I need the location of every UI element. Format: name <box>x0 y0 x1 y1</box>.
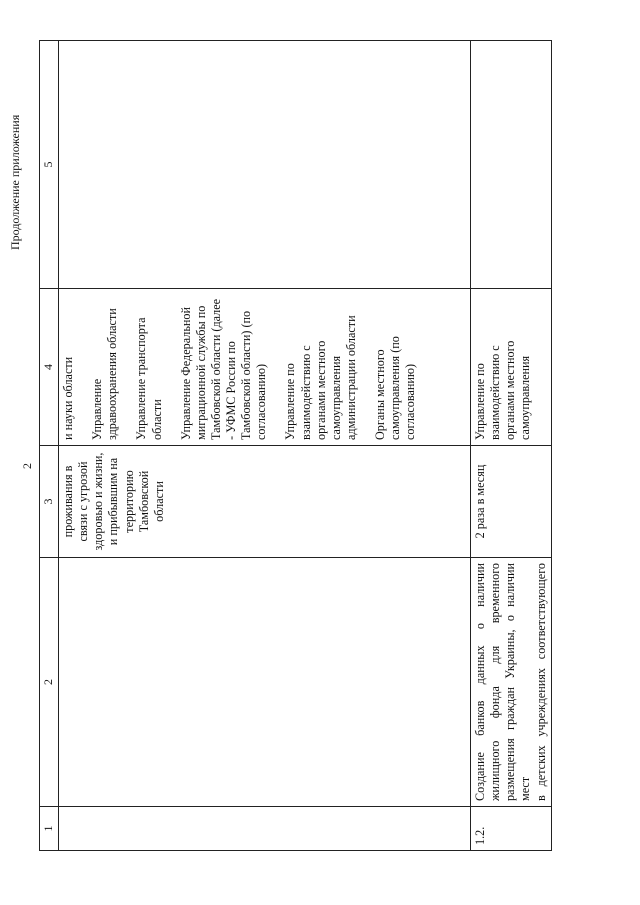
cell-description <box>59 558 471 807</box>
description-line: жилищного фонда для временного <box>488 563 503 801</box>
appendix-table <box>39 40 552 851</box>
column-number: 2 <box>40 558 59 807</box>
cell-responsible <box>59 289 471 446</box>
cell-num <box>59 807 471 851</box>
cell-notes <box>471 41 552 289</box>
responsible-item: Управление Федеральной миграционной службы по Тамбовской области (далее - УФМС России по Тамбовской области) (по согласованию) <box>178 298 269 440</box>
cell-frequency: 2 раза в месяц <box>471 446 552 558</box>
column-number-row <box>40 41 59 851</box>
responsible-item: Управление по взаимодействию с органами местного самоуправления администрации области <box>283 315 358 440</box>
table-row-continued <box>59 41 471 851</box>
column-number: 3 <box>40 446 59 558</box>
continuation-label: Продолжение приложения <box>8 114 22 250</box>
description-line: размещения граждан Украины, о наличии мест <box>503 563 533 801</box>
responsible-item: Управление транспорта области <box>134 317 164 440</box>
page-number: 2 <box>20 463 34 469</box>
column-number: 4 <box>40 289 59 446</box>
cell-description <box>471 558 552 807</box>
cell-num: 1.2. <box>471 807 552 851</box>
cell-responsible: Управление по взаимодействию с органами местного самоуправления <box>471 289 552 446</box>
cell-notes <box>59 41 471 289</box>
responsible-item: и науки области <box>61 356 75 440</box>
column-number: 5 <box>40 41 59 289</box>
table-row-1-2 <box>471 41 552 851</box>
description-line: Создание банков данных о наличии <box>473 563 487 801</box>
frequency-text: проживания в связи с угрозой здоровью и жизни, и прибывшим на территорию Тамбовской области <box>61 452 166 551</box>
description-line: в детских учреждениях соответствующего <box>533 563 548 801</box>
column-number: 1 <box>40 807 59 851</box>
cell-frequency <box>59 446 471 558</box>
responsible-item: Органы местного самоуправления (по согласованию) <box>373 336 418 440</box>
responsible-item: Управление здравоохранения области <box>90 308 120 440</box>
